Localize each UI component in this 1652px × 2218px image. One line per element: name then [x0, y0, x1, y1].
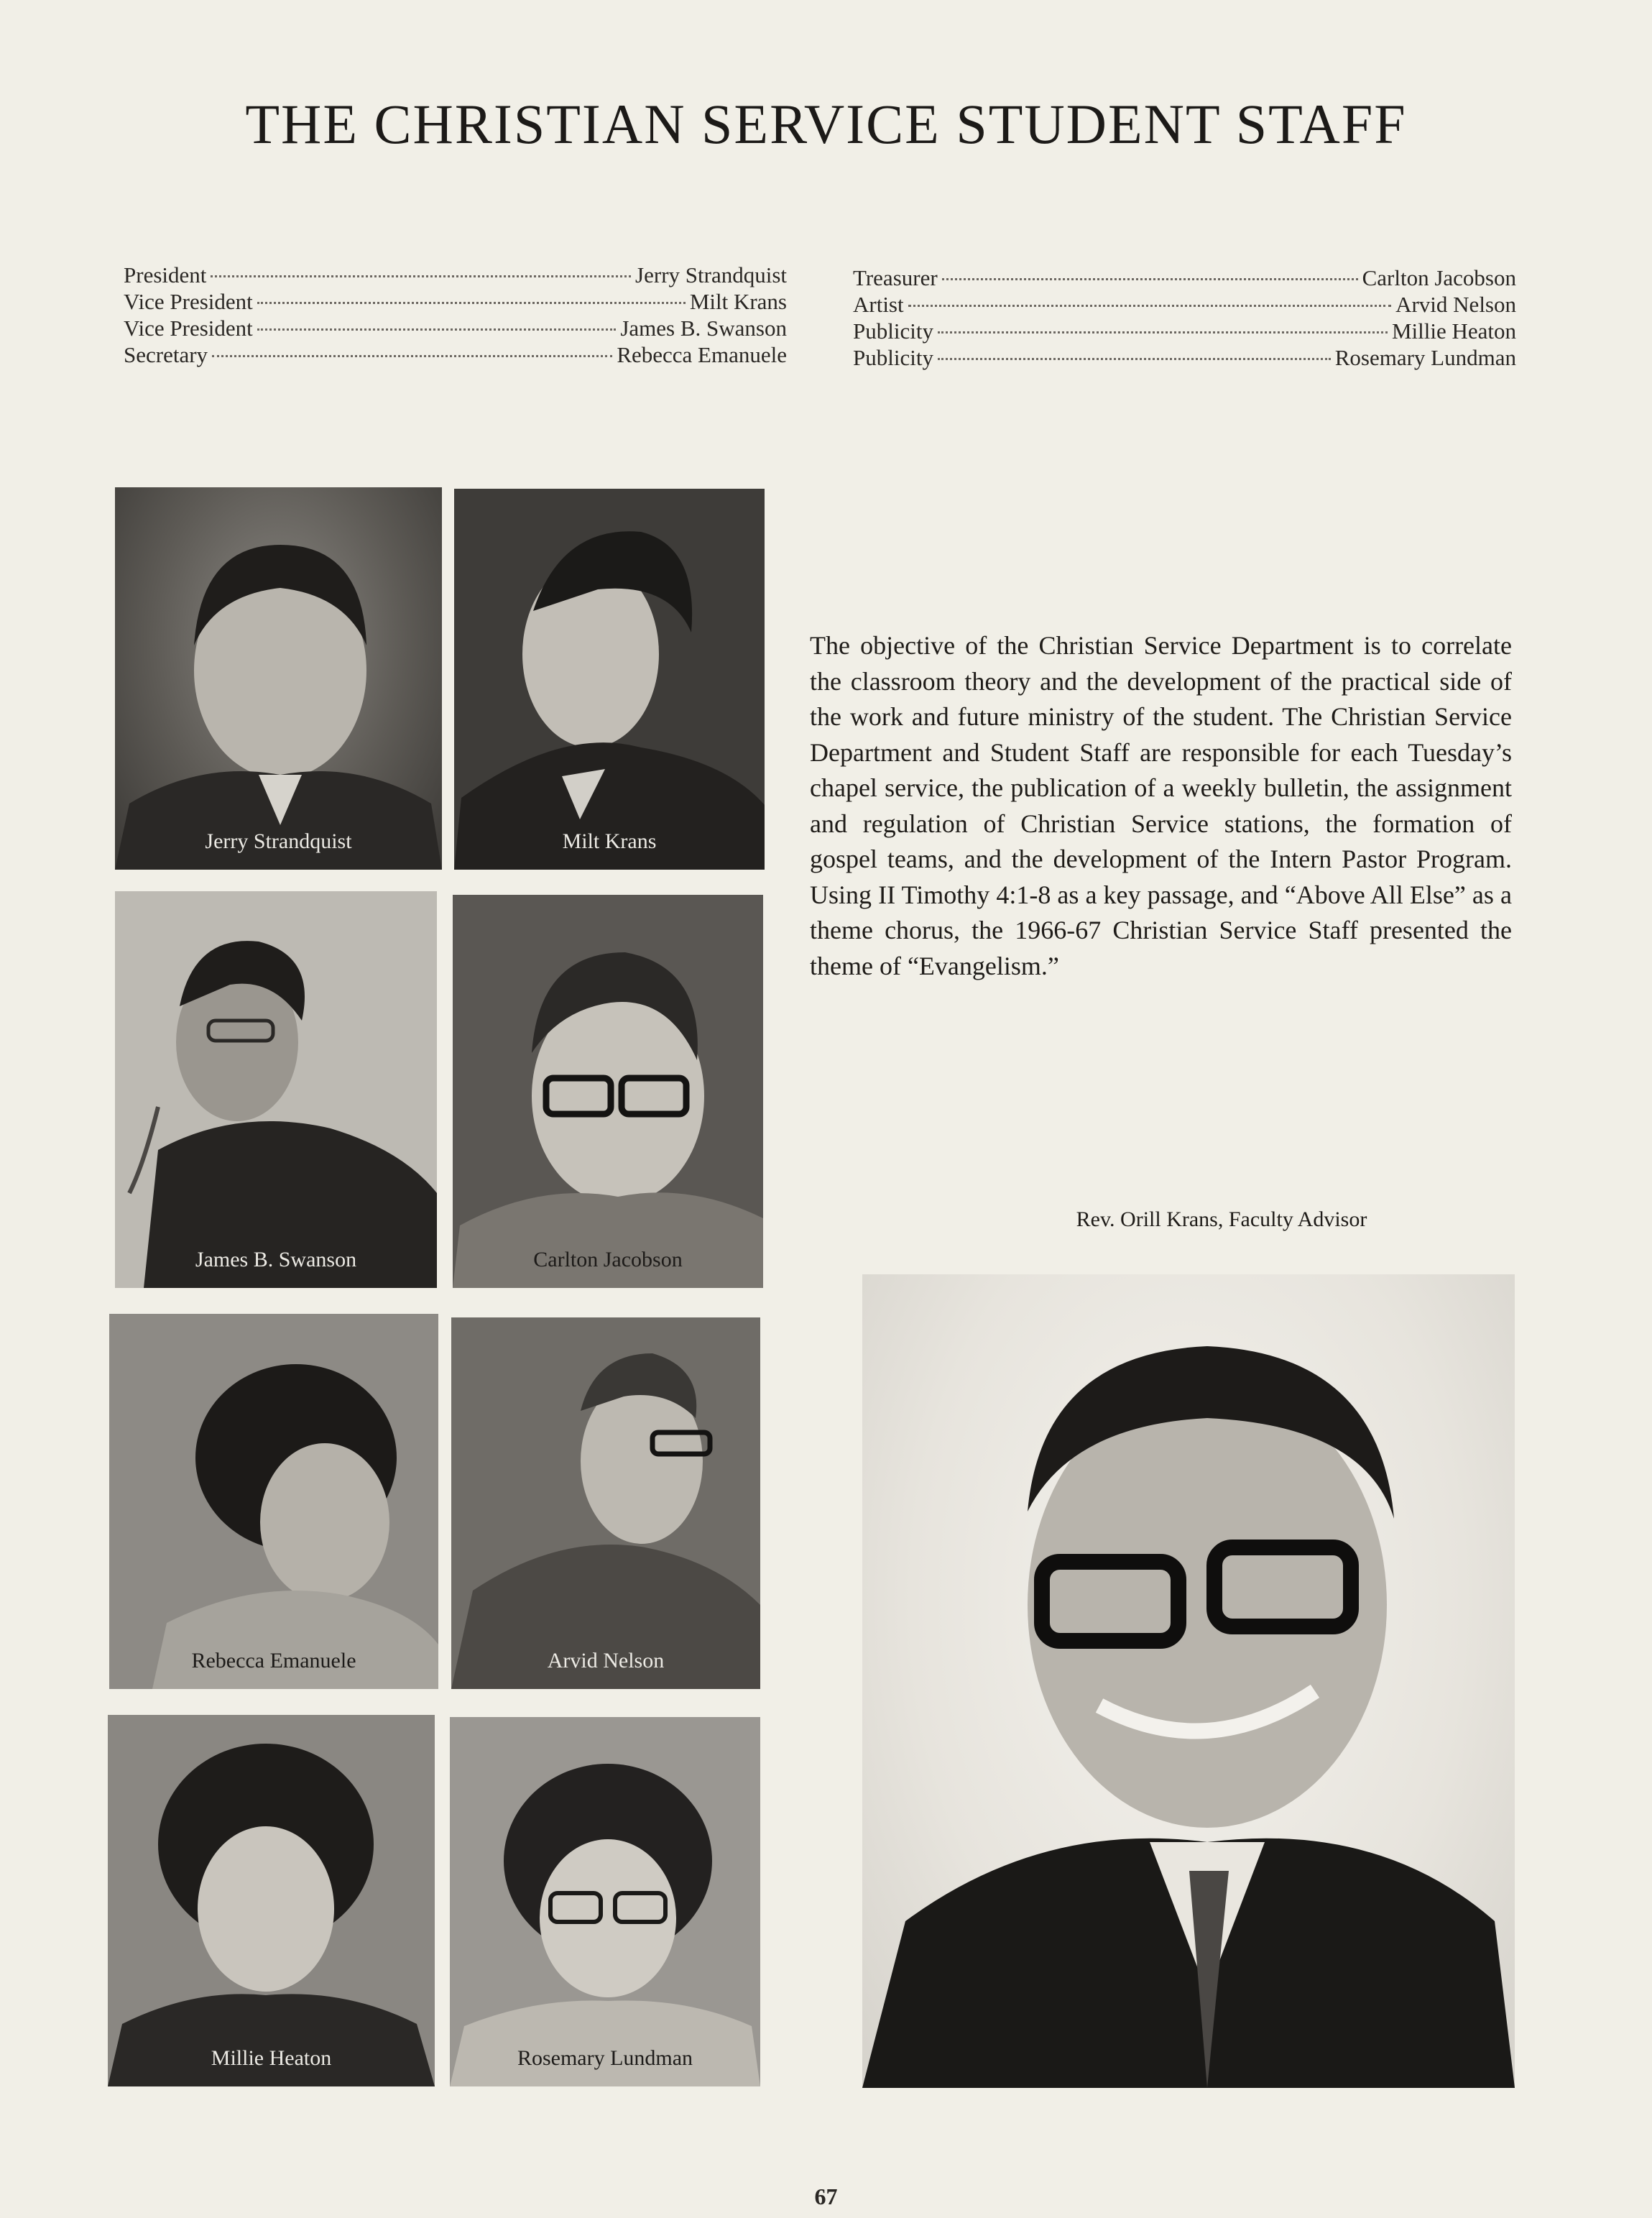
- roster-row: [853, 344, 1516, 371]
- role-label: Publicity: [853, 318, 933, 344]
- portrait-figure-icon: [115, 487, 442, 870]
- portrait-photo-strandquist: [115, 487, 442, 870]
- photo-caption: Arvid Nelson: [547, 1649, 665, 1672]
- role-label: Vice President: [124, 316, 253, 341]
- member-name: Rebecca Emanuele: [617, 342, 787, 367]
- roster-row: [124, 341, 787, 368]
- member-name: Rosemary Lundman: [1334, 345, 1516, 370]
- portrait-figure-icon: [454, 489, 765, 870]
- staff-roster-right: [853, 264, 1516, 371]
- portrait-figure-icon: [450, 1717, 760, 2086]
- advisor-portrait-icon: [862, 1274, 1515, 2088]
- photo-caption: Milt Krans: [562, 829, 657, 853]
- role-label: Secretary: [124, 342, 208, 367]
- advisor-caption: Rev. Orill Krans, Faculty Advisor: [1076, 1207, 1367, 1231]
- roster-row: [124, 262, 787, 288]
- leader-dots: [257, 302, 686, 304]
- portrait-photo-emanuele: [109, 1314, 438, 1689]
- portrait-figure-icon: [109, 1314, 438, 1689]
- roster-row: [124, 288, 787, 315]
- member-name: Carlton Jacobson: [1362, 265, 1516, 290]
- member-name: Millie Heaton: [1391, 318, 1516, 344]
- portrait-photo-swanson: [115, 891, 437, 1288]
- photo-caption: Jerry Strandquist: [205, 829, 352, 853]
- advisor-photo: [862, 1274, 1515, 2088]
- roster-row: [853, 318, 1516, 344]
- member-name: James B. Swanson: [620, 316, 787, 341]
- portrait-figure-icon: [115, 891, 437, 1288]
- portrait-photo-jacobson: [453, 895, 763, 1288]
- role-label: President: [124, 262, 207, 287]
- role-label: Treasurer: [853, 265, 938, 290]
- portrait-figure-icon: [108, 1715, 435, 2086]
- photo-caption: Millie Heaton: [211, 2046, 332, 2070]
- leader-dots: [908, 305, 1391, 307]
- portrait-photo-krans: [454, 489, 765, 870]
- leader-dots: [938, 358, 1331, 360]
- page-title: THE CHRISTIAN SERVICE STUDENT STAFF: [245, 93, 1407, 155]
- portrait-photo-nelson: [451, 1317, 760, 1689]
- staff-roster-left: [124, 262, 787, 368]
- member-name: Milt Krans: [689, 289, 787, 314]
- role-label: Vice President: [124, 289, 253, 314]
- role-label: Publicity: [853, 345, 933, 370]
- roster-row: [853, 264, 1516, 291]
- photo-caption: Rosemary Lundman: [517, 2046, 693, 2070]
- leader-dots: [942, 278, 1358, 280]
- role-label: Artist: [853, 292, 904, 317]
- member-name: Arvid Nelson: [1395, 292, 1516, 317]
- portrait-figure-icon: [451, 1317, 760, 1689]
- roster-row: [124, 315, 787, 341]
- photo-caption: Carlton Jacobson: [533, 1248, 683, 1271]
- leader-dots: [212, 355, 612, 357]
- member-name: Jerry Strandquist: [635, 262, 787, 287]
- photo-caption: James B. Swanson: [195, 1248, 357, 1271]
- leader-dots: [938, 331, 1388, 333]
- portrait-figure-icon: [453, 895, 763, 1288]
- portrait-photo-heaton: [108, 1715, 435, 2086]
- roster-row: [853, 291, 1516, 318]
- leader-dots: [211, 275, 631, 277]
- photo-caption: Rebecca Emanuele: [191, 1649, 356, 1672]
- page-number: 67: [814, 2184, 838, 2209]
- portrait-photo-lundman: [450, 1717, 760, 2086]
- leader-dots: [257, 328, 617, 331]
- department-description: The objective of the Christian Service Department is to correlate the classroom theory and the development of the practical side of the work and future ministry of the student. The Christian Service Department and Student Staff are responsible for each Tuesday’s chapel service, the publication of a weekly bulletin, the assignment and regulation of Christian Service stations, the formation of gospel teams, and the development of the Intern Pastor Program. Using II Timothy 4:1-8 as a key passage, and “Above All Else” as a theme chorus, the 1966-67 Christian Service Staff presented the theme of “Evangelism.”: [810, 631, 1512, 980]
